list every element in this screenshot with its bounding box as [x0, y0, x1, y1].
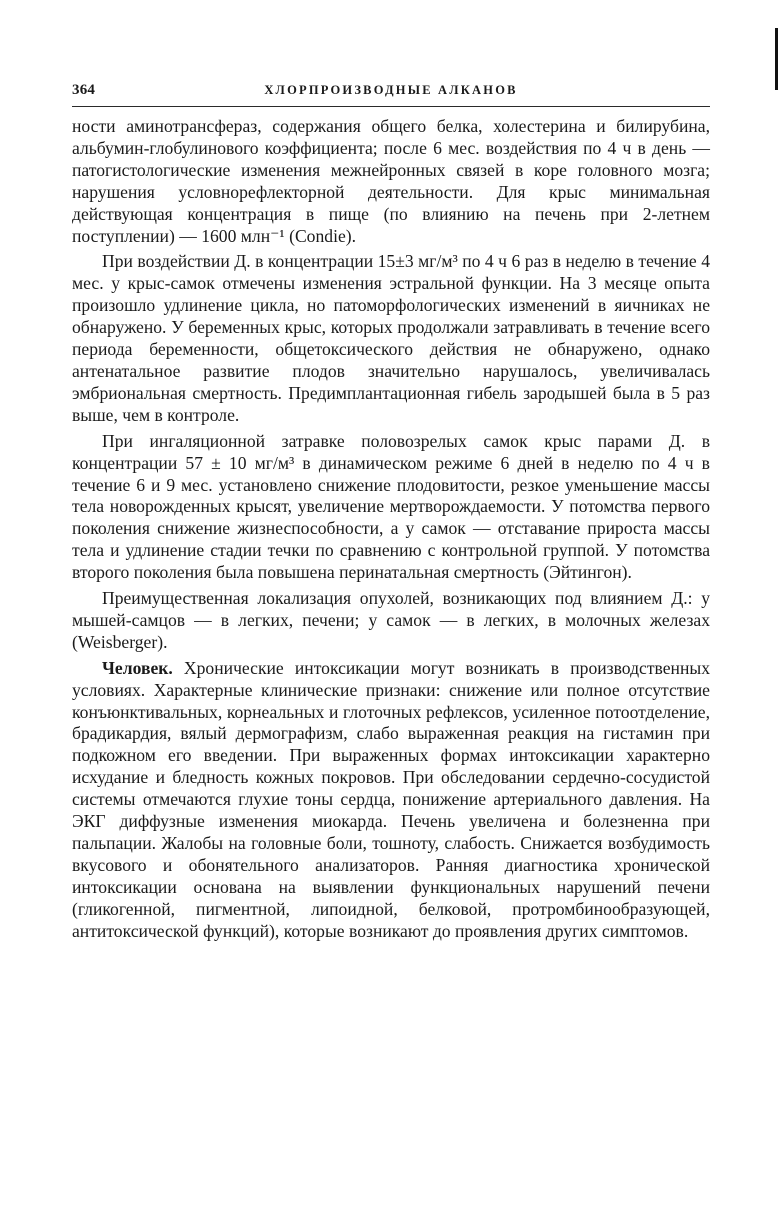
- paragraph-text: Хронические интоксикации могут возникать в производственных условиях. Характерные клинические признаки: снижение или полное отсутствие конъюнктивальных, корнеальных и глоточных рефлексов, усиленное потоотделение, брадикардия, вялый дермографизм, слабо выраженная реакция на гистамин при подкожном его введении. При выраженных формах интоксикации характерно исхудание и бледность кожных покровов. При обследовании сердечно-сосудистой системы отмечаются глухие тоны сердца, понижение артериального давления. На ЭКГ диффузные изменения миокарда. Печень увеличена и болезненна при пальпации. Жалобы на головные боли, тошноту, слабость. Снижается возбудимость вкусового и обонятельного анализаторов. Ранняя диагностика хронической интоксикации основана на выявлении функциональных нарушений печени (гликогенной, пигментной, липоидной, белковой, протромбинообразующей, антитоксической функций), которые возникают до проявления других симптомов.: [72, 657, 710, 941]
- paragraph-text: ности аминотрансфераз, содержания общего белка, холестерина и билирубина, альбумин-глобулинового коэффициента; после 6 мес. воздействия по 4 ч в день — патогистологические изменения межнейронных связей в коре головного мозга; нарушения условнорефлекторной деятельности. Для крыс минимальная действующая концентрация в пище (по влиянию на печень при 2-летнем поступлении) — 1600 млн⁻¹ (Condie).: [72, 116, 710, 246]
- paragraph-1: [72, 116, 710, 247]
- section-lead: Человек.: [102, 657, 173, 678]
- page-number: 364: [72, 82, 96, 98]
- paragraph-4: [72, 588, 710, 654]
- paragraph-2: [72, 251, 710, 426]
- paragraph-text: Преимущественная локализация опухолей, возникающих под влиянием Д.: у мышей-самцов — в легких, печени; у самок — в легких, в молочных железах (Weisberger).: [72, 588, 710, 652]
- scan-edge-mark: [775, 28, 778, 90]
- paragraph-text: При воздействии Д. в концентрации 15±3 мг/м³ по 4 ч 6 раз в неделю в течение 4 мес. у крыс-самок отмечены изменения эстральной функции. На 3 месяце опыта произошло удлинение цикла, но патоморфологических изменений в яичниках не обнаружено. У беременных крыс, которых продолжали затравливать в течение всего периода беременности, общетоксического действия не обнаружено, однако антенатальное развитие плодов значительно нарушалось, увеличивалась эмбриональная смертность. Предимплантационная гибель зародышей была в 5 раз выше, чем в контроле.: [72, 251, 710, 425]
- main-text: [72, 116, 710, 943]
- paragraph-3: [72, 431, 710, 584]
- running-title: ХЛОРПРОИЗВОДНЫЕ АЛКАНОВ: [264, 83, 518, 97]
- page-header: [72, 80, 710, 107]
- paragraph-5: [72, 658, 710, 943]
- paragraph-text: При ингаляционной затравке половозрелых самок крыс парами Д. в концентрации 57 ± 10 мг/м³ в динамическом режиме 6 дней в неделю по 4 ч в течение 6 и 9 мес. установлено снижение плодовитости, резкое уменьшение массы тела новорожденных крысят, увеличение мертворождаемости. У потомства первого поколения снижение жизнеспособности, а у самок — отставание прироста массы тела и удлинение стадии течки по сравнению с контрольной группой. У потомства второго поколения была повышена перинатальная смертность (Эйтингон).: [72, 430, 710, 583]
